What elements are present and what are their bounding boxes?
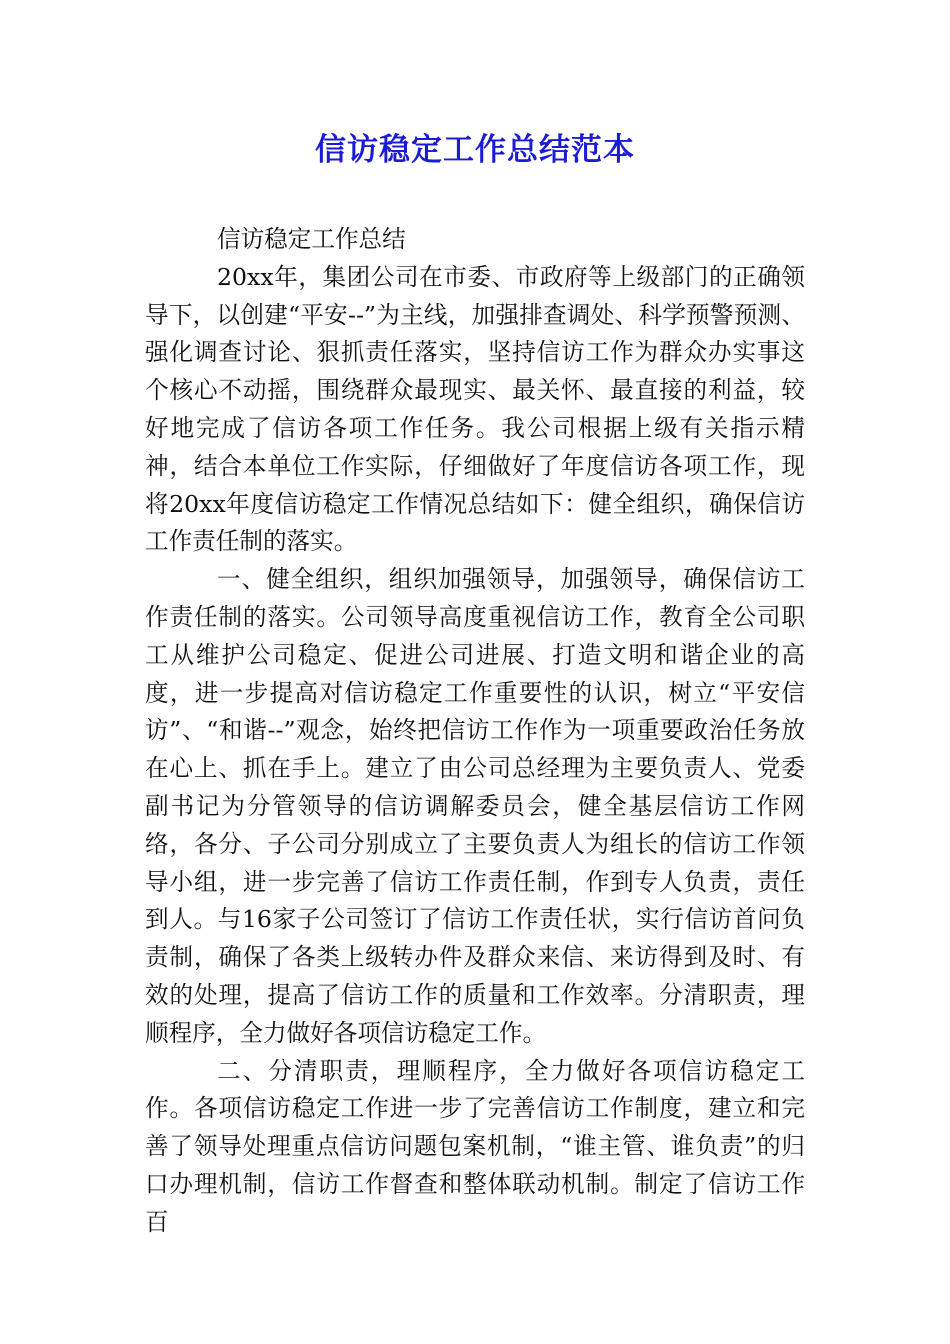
paragraph-intro: 20xx年，集团公司在市委、市政府等上级部门的正确领导下，以创建“平安--”为主线，加强排查调处、科学预警预测、强化调查讨论、狠抓责任落实，坚持信访工作为群众办实事这个核心不动摇，围绕群众最现实、最关怀、最直接的利益，较好地完成了信访各项工作任务。我公司根据上级有关指示精神，结合本单位工作实际，仔细做好了年度信访各项工作，现将20xx年度信访稳定工作情况总结如下：健全组织，确保信访工作责任制的落实。 — [145, 262, 805, 556]
paragraph-one: 一、健全组织，组织加强领导，加强领导，确保信访工作责任制的落实。公司领导高度重视信访工作，教育全公司职工从维护公司稳定、促进公司进展、打造文明和谐企业的高度，进一步提高对信访稳定工作重要性的认识，树立“平安信访”、“和谐--”观念，始终把信访工作作为一项重要政治任务放在心上、抓在手上。建立了由公司总经理为主要负责人、党委副书记为分管领导的信访调解委员会，健全基层信访工作网络，各分、子公司分别成立了主要负责人为组长的信访工作领导小组，进一步完善了信访工作责任制，作到专人负责，责任到人。与16家子公司签订了信访工作责任状，实行信访首问负责制，确保了各类上级转办件及群众来信、来访得到及时、有效的处理，提高了信访工作的质量和工作效率。分清职责，理顺程序，全力做好各项信访稳定工作。 — [145, 565, 805, 1047]
paragraph-two: 二、分清职责，理顺程序，全力做好各项信访稳定工作。各项信访稳定工作进一步了完善信访工作制度，建立和完善了领导处理重点信访问题包案机制，“谁主管、谁负责”的归口办理机制，信访工作督查和整体联动机制。制定了信访工作百 — [145, 1056, 805, 1236]
document-body — [145, 221, 805, 1242]
section-heading: 信访稳定工作总结 — [217, 225, 406, 253]
document-title: 信访稳定工作总结范本 — [315, 132, 635, 168]
